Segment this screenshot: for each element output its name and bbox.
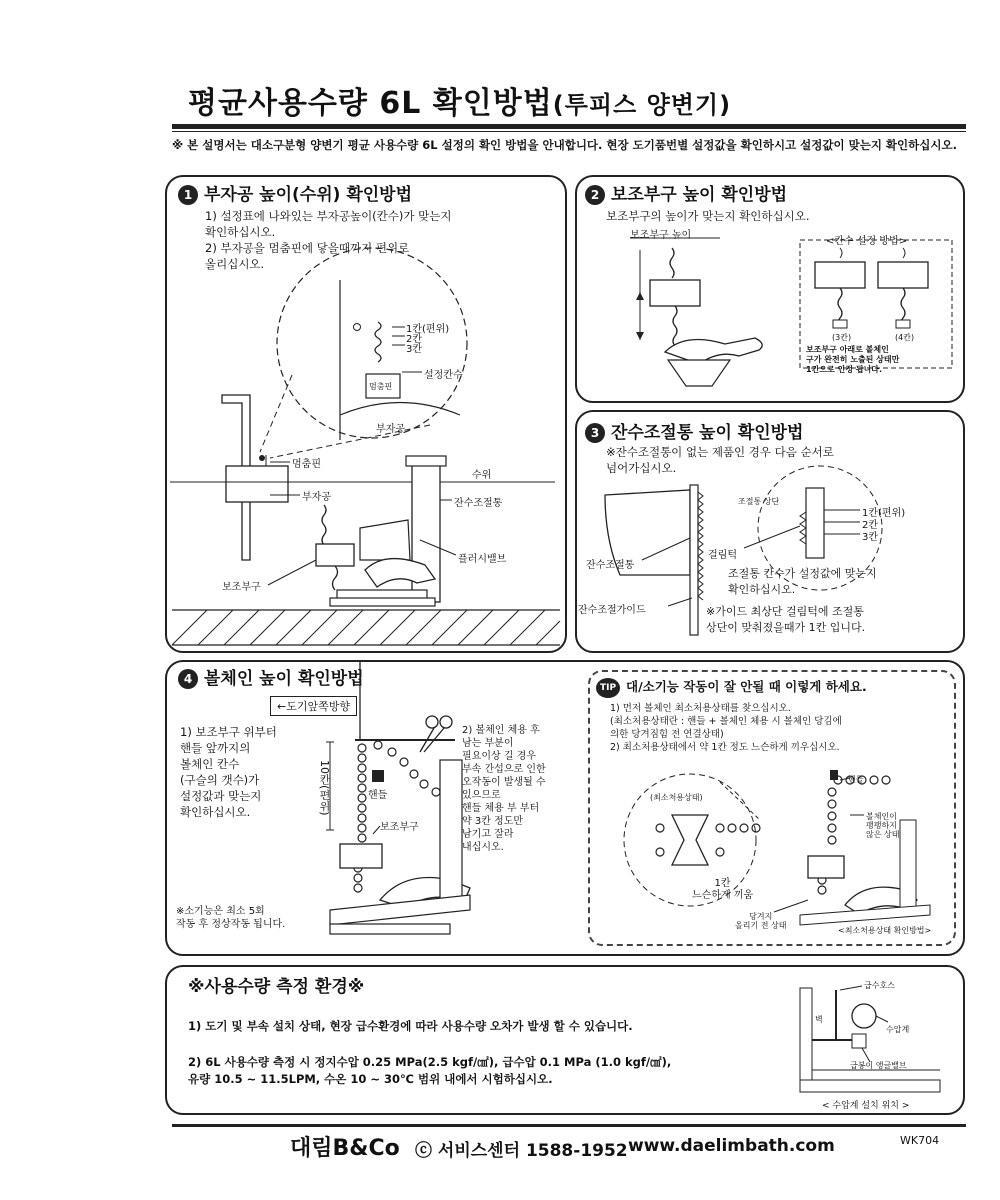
label-tip-pull: 당겨지 올리기 전 상태 (735, 912, 787, 930)
label-cup-top: 조절통 상단 (738, 497, 780, 506)
label-sub-height: 보조부구 높이 (630, 230, 692, 241)
section-2-note: 보조부구 아래로 볼체인 구가 완전히 노출된 상태만 1칸으로 인정 됩니다. (806, 345, 900, 374)
label-tip-loose: 1칸 느슨하게 끼움 (692, 878, 754, 901)
env-line-1: 1) 도기 및 부속 설치 상태, 현장 급수환경에 따라 사용수량 오차가 발생 할 수 있습니다. (188, 1019, 633, 1033)
label-tip-check: <최소처용상태 확인방법> (838, 926, 932, 935)
label-s3-level-3: 3칸 (862, 532, 879, 543)
label-flush: 플러시밸브 (458, 554, 507, 565)
label-pin: 멈춤핀 (292, 459, 321, 470)
label-s3-level-2: 2칸 (862, 520, 879, 531)
label-hook: 걸림턱 (708, 550, 737, 561)
service-center: ⓒ 서비스센터 1588-1952 (415, 1141, 628, 1161)
section-2-title-text: 보조부구 높이 확인방법 (611, 185, 788, 205)
label-valve: 급봉이 앵글밸브 (850, 1061, 907, 1070)
label-level-1: 1칸(편위) (406, 324, 450, 335)
section-3-number: 3 (585, 423, 605, 443)
tip-badge: TIP (596, 678, 620, 698)
section-4-text1: 1) 보조부구 위부터 핸들 앞까지의 볼체인 칸수 (구슬의 갯수)가 설정값과 맞는지 확인하십시오. (180, 725, 277, 819)
label-guide: 잔수조절가이드 (578, 605, 646, 616)
section-1-text: 1) 설정표에 나와있는 부자공높이(칸수)가 맞는지 확인하십시오. 2) 부자공을 멈춤핀에 닿을때까지 편위로 올리십시오. (205, 209, 452, 271)
section-2-number: 2 (585, 185, 605, 205)
brand-logo: 대림B&Co (290, 1136, 400, 1161)
label-s3-level-1: 1칸(편위) (862, 508, 906, 519)
label-pin-box: 멈춤핀 (369, 382, 393, 391)
section-3-text3: ※가이드 최상단 걸림턱에 조절통 상단이 맞춰졌을때가 1칸 입니다. (706, 605, 866, 634)
label-4-count: (4칸) (895, 333, 915, 342)
notice-text: ※ 본 설명서는 대소구분형 양변기 평균 사용수량 6L 설정의 확인 방법을 안내합니다. 현장 도기품번별 설정값을 확인하시고 설정값이 맞는지 확인하십시오. (172, 138, 957, 152)
label-float-detail: 부자공 (376, 424, 405, 435)
label-tip-handle: 핸들 (848, 775, 864, 784)
label-chain-count: 10칸(편위) (318, 760, 331, 816)
section-1-number: 1 (178, 185, 198, 205)
label-cup: 잔수조절통 (586, 560, 635, 571)
label-tip-min: (최소처용상태) (650, 793, 703, 802)
section-4-number: 4 (178, 669, 198, 689)
document-code: WK704 (900, 1134, 940, 1147)
title-sub: (투피스 양변기) (552, 91, 732, 119)
section-4-text2: 2) 볼체인 체용 후 남는 부분이 필요이상 길 경우 부속 간섭으로 인한 오작동이 발생될 수 있으므로 핸들 체용 부 부터 약 3칸 정도만 남기고 잘라 내십시오. (462, 725, 546, 853)
label-method: <칸수 설정 방법> (826, 236, 908, 247)
section-3-text: ※잔수조절통이 없는 제품인 경우 다음 순서로 넘어가십시오. (606, 445, 834, 475)
tip-text: 1) 먼저 볼체인 최소처용상태를 찾으십시오. (최소처용상태란 : 핸들 + 볼체인 체용 시 볼체인 당김에 의한 당겨짐힘 전 연결상태) 2) 최소처용상태에서 약 1칸 정도 느슨하게 끼우십시오. (610, 703, 842, 753)
env-line-2: 2) 6L 사용수량 측정 시 정지수압 0.25 MPa(2.5 kgf/㎠), 급수압 0.1 MPa (1.0 kgf/㎠), 유량 10.5 ~ 11.5LPM, 수온 10 ~ 30℃ 범위 내에서 시험하십시오. (188, 1055, 672, 1086)
env-title: ※사용수량 측정 환경※ (188, 977, 365, 997)
section-1-title-text: 부자공 높이(수위) 확인방법 (204, 185, 413, 205)
title-main: 평균사용수량 6L 확인방법 (188, 86, 553, 121)
website-link[interactable]: www.daelimbath.com (628, 1136, 835, 1156)
gauge-icon (852, 1004, 876, 1028)
label-sub-float: 보조부구 (222, 582, 261, 593)
section-3-title-text: 잔수조절통 높이 확인방법 (611, 423, 804, 443)
tip-title: 대/소기능 작동이 잘 안될 때 이렇게 하세요. (626, 679, 867, 694)
label-level-3: 3칸 (406, 344, 423, 355)
label-sub-float-4: 보조부구 (380, 822, 419, 833)
direction-label: ←도기앞쪽방향 (270, 696, 357, 716)
label-float: 부자공 (302, 492, 331, 503)
label-gauge: 수압계 (886, 1025, 910, 1034)
label-hose: 급수호스 (864, 981, 895, 990)
label-3-count: (3칸) (832, 333, 852, 342)
section-4-title-text: 볼체인 높이 확인방법 (204, 669, 364, 689)
label-wall: 벽 (815, 1015, 823, 1024)
label-level-2: 2칸 (406, 334, 423, 345)
label-gauge-position: < 수압계 설치 위치 > (822, 1101, 910, 1111)
section-3-text2: 조절통 칸수가 설정값에 맞는지 확인하십시오. (728, 567, 877, 596)
label-handle: 핸들 (368, 790, 388, 801)
label-tip-chain: 볼체인이 팽팽하지 않은 상태 (866, 812, 900, 839)
label-residual: 잔수조절통 (454, 498, 503, 509)
section-4-note: ※소기능은 최소 5회 작동 후 정상작동 됩니다. (176, 906, 286, 930)
label-level: 수위 (472, 470, 492, 481)
label-setting: 설정칸수 (424, 370, 463, 381)
footer-rule (172, 1124, 966, 1127)
section-2-text: 보조부구의 높이가 맞는지 확인하십시오. (606, 209, 810, 223)
